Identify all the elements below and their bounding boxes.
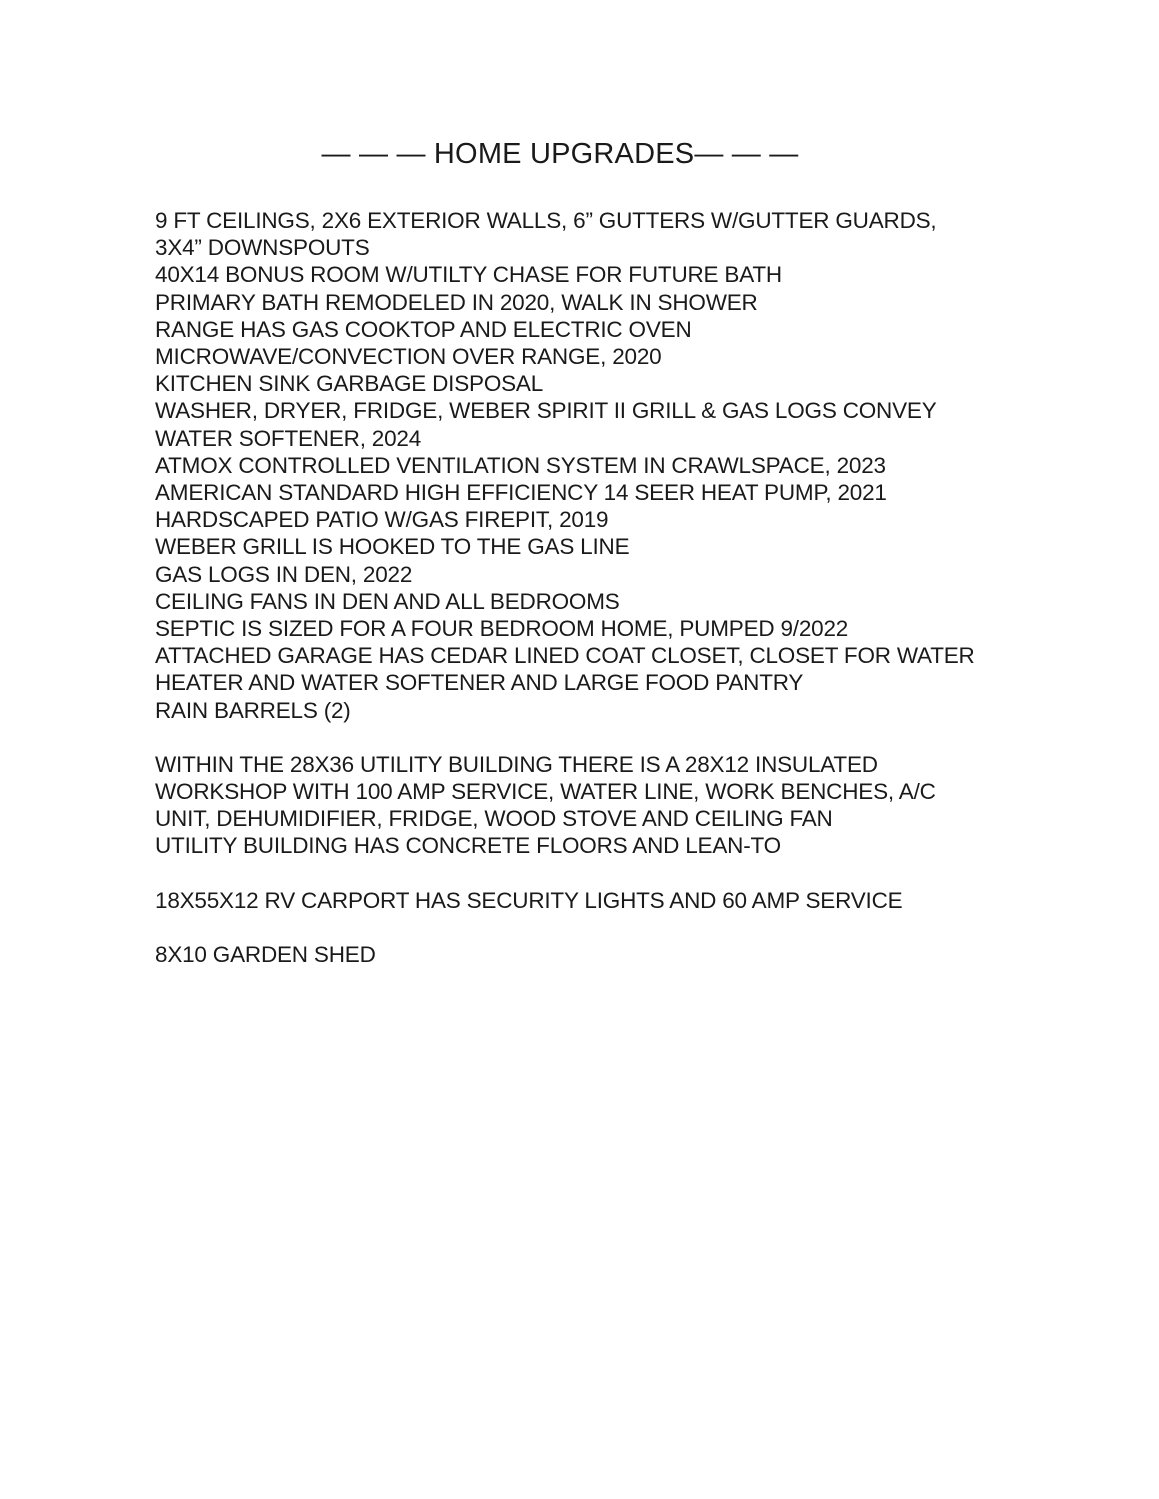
paragraph-line: UTILITY BUILDING HAS CONCRETE FLOORS AND LEAN-TO [155,833,781,859]
paragraph-line: 18X55X12 RV CARPORT HAS SECURITY LIGHTS AND 60 AMP SERVICE [155,887,903,913]
carport-paragraph [155,887,1035,914]
list-item: RAIN BARRELS (2) [155,697,351,723]
list-item: HARDSCAPED PATIO W/GAS FIREPIT, 2019 [155,507,609,533]
page-title: — — — HOME UPGRADES— — — [321,138,799,170]
paragraph-line: 8X10 GARDEN SHED [155,941,376,967]
list-item: WEBER GRILL IS HOOKED TO THE GAS LINE [155,534,630,560]
paragraph-line: WORKSHOP WITH 100 AMP SERVICE, WATER LINE, WORK BENCHES, A/C [155,779,936,805]
list-item: AMERICAN STANDARD HIGH EFFICIENCY 14 SEER HEAT PUMP, 2021 [155,480,887,506]
document-body [155,207,1035,968]
list-item: GAS LOGS IN DEN, 2022 [155,561,413,587]
list-item: 9 FT CEILINGS, 2X6 EXTERIOR WALLS, 6” GUTTERS W/GUTTER GUARDS, [155,208,937,233]
list-item: 3X4” DOWNSPOUTS [155,235,370,261]
list-item: WASHER, DRYER, FRIDGE, WEBER SPIRIT II GRILL & GAS LOGS CONVEY [155,398,937,424]
list-item: PRIMARY BATH REMODELED IN 2020, WALK IN SHOWER [155,289,758,315]
utility-building-paragraph [155,751,1035,860]
garden-shed-paragraph [155,941,1035,968]
list-item: ATTACHED GARAGE HAS CEDAR LINED COAT CLOSET, CLOSET FOR WATER [155,643,975,669]
list-item: KITCHEN SINK GARBAGE DISPOSAL [155,371,544,397]
list-item: RANGE HAS GAS COOKTOP AND ELECTRIC OVEN [155,316,692,342]
upgrades-list [155,207,1035,724]
list-item: ATMOX CONTROLLED VENTILATION SYSTEM IN CRAWLSPACE, 2023 [155,452,886,478]
list-item: MICROWAVE/CONVECTION OVER RANGE, 2020 [155,344,662,370]
list-item: HEATER AND WATER SOFTENER AND LARGE FOOD PANTRY [155,670,804,696]
list-item: SEPTIC IS SIZED FOR A FOUR BEDROOM HOME, PUMPED 9/2022 [155,616,849,642]
list-item: 40X14 BONUS ROOM W/UTILTY CHASE FOR FUTURE BATH [155,262,782,288]
list-item: CEILING FANS IN DEN AND ALL BEDROOMS [155,588,620,614]
paragraph-line: UNIT, DEHUMIDIFIER, FRIDGE, WOOD STOVE AND CEILING FAN [155,806,833,832]
paragraph-line: WITHIN THE 28X36 UTILITY BUILDING THERE IS A 28X12 INSULATED [155,751,878,777]
list-item: WATER SOFTENER, 2024 [155,425,422,451]
